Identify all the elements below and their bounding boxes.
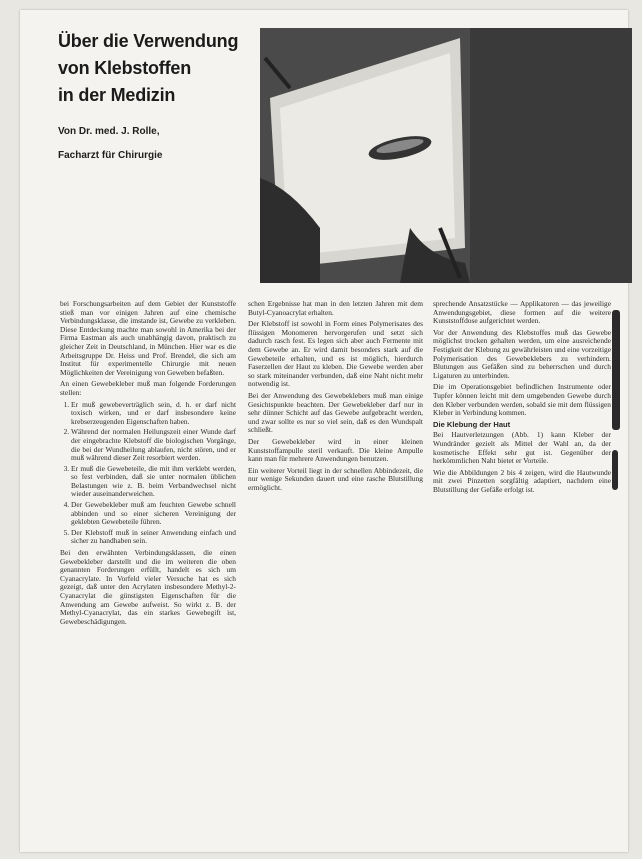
paragraph: Bei den erwähnten Verbindungsklassen, die einen Gewebekleber darstellt und die im weiteren die oben genannten Forderungen erfüllt, handelt es sich um Cyanacrylate. In Vorfeld vieler Versuche hat es sich gezeigt, daß unter den Acrylaten insbesondere Methyl-2-Cyanacrylat die günstigsten Eigenschaften für die Anwendung am Gewebe aufweist. So wirkt z. B. der Methyl-Cyanacrylat, das ein starkes Gewebegift ist, Gewebeschädigungen.	[60, 548, 236, 626]
text-column-1	[60, 300, 236, 629]
paragraph: Bei der Anwendung des Gewebeklebers muß man einige Gesichtspunkte beachten. Der Gewebekleber darf nur in sehr dünner Schicht auf das Gewebe aufgebracht werden, und zwar sollte es nur so viel sein, daß es den Wundspalt schließt.	[248, 390, 423, 435]
paragraph: Ein weiterer Vorteil liegt in der schnellen Abbindezeit, die nur wenige Sekunden dauert und eine rasche Blutstillung ermöglicht.	[248, 465, 423, 492]
author-name: Von Dr. med. J. Rolle,	[58, 126, 160, 137]
surgical-instrument-photo	[260, 28, 632, 283]
paragraph: An einen Gewebekleber muß man folgende Forderungen stellen:	[60, 379, 236, 397]
paragraph: Wie die Abbildungen 2 bis 4 zeigen, wird die Hautwunde mit zwei Pinzetten sorgfältig adaptiert, nachdem eine Blutstillung der Gefäße erfolgt ist.	[433, 467, 611, 494]
list-item: 2. Während der normalen Heilungszeit einer Wunde darf der eingebrachte Klebstoff die biologischen Vorgänge, die bei der Wundheilung ablaufen, nicht stören, und er muß während dieser Zeit resorbiert werden.	[71, 428, 236, 462]
paragraph: Vor der Anwendung des Klebstoffes muß das Gewebe möglichst trocken gehalten werden, um eine ausreichende Festigkeit der Klebung zu gewährleisten und eine vorzeitige Polymerisation des Gewebeklebers zu verhindern. Blutungen aus Gefäßen sind zu beherrschen und durch Ligaturen zu unterbinden.	[433, 327, 611, 380]
paragraph: bei Forschungsarbeiten auf dem Gebiet der Kunststoffe stieß man vor einigen Jahren auf eine chemische Verbindungsklasse, die imstande ist, Gewebe zu verkleben. Diese Entdeckung machte man sowohl in Amerika bei der Firma Eastman als auch unabhängig davon, praktisch zu gleicher Zeit in Deutschland, in München. Hier war es die Arbeitsgruppe Dr. Heiss und Prof. Brendel, die sich am Institut für experimentelle Chirurgie mit neuen Möglichkeiten der Vereinigung von Geweben befaßten.	[60, 299, 236, 377]
paragraph: sprechende Ansatzstücke — Applikatoren — das jeweilige Anwendungsgebiet, diese formen auf die weitere Kunststoffdose aufgerichtet werden.	[433, 299, 611, 326]
list-item: 5. Der Klebstoff muß in seiner Anwendung einfach und sicher zu handhaben sein.	[71, 529, 236, 546]
text-column-3	[433, 300, 611, 497]
binding-edge-shadow	[612, 310, 620, 430]
paragraph: Der Klebstoff ist sowohl in Form eines Polymerisates des flüssigen Monomeren hervorgerufen und setzt sich dadurch rasch fest. Es legen sich aber auch Fermente mit dem Gewebe an. Er wird damit besonders stark auf die Gewebeteile erhalten, und es ist möglich, hierdurch Faserzellen der Haut zu kleben. Die Gewebe werden aber so stark miteinander verbunden, daß eine Naht nicht mehr notwendig ist.	[248, 319, 423, 389]
section-subheading: Die Klebung der Haut	[433, 419, 511, 429]
article-title-line-2: von Klebstoffen	[58, 58, 192, 78]
list-item: 3. Er muß die Gewebeteile, die mit ihm verklebt werden, so fest verbinden, daß sie unter normalen üblichen Belastungen wie z. B. beim Verbandwechsel nicht wieder auseinanderweichen.	[71, 465, 236, 499]
author-role: Facharzt für Chirurgie	[58, 150, 163, 161]
paragraph: Bei Hautverletzungen (Abb. 1) kann Kleber der Wundränder gezielt als Mittel der Wahl an, da der kosmetische Effekt sehr gut ist. Gegenüber der herkömmlichen Naht bietet er Vorteile.	[433, 430, 611, 466]
article-header	[58, 28, 268, 163]
list-item: 1. Er muß gewebeverträglich sein, d. h. er darf nicht toxisch wirken, und er darf insbesondere keine krebserzeugenden Eigenschaften haben.	[71, 401, 236, 427]
requirements-list	[60, 401, 236, 547]
paragraph: schen Ergebnisse hat man in den letzten Jahren mit dem Butyl-Cyanoacrylat erhalten.	[248, 299, 423, 317]
binding-edge-shadow	[612, 450, 618, 490]
article-title-line-3: in der Medizin	[58, 85, 176, 105]
article-title-line-1: Über die Verwendung	[58, 31, 239, 51]
paragraph: Die im Operationsgebiet befindlichen Instrumente oder Tupfer können leicht mit dem umgebenden Gewebe durch den Kleber verbunden werden, sobald sie mit dem flüssigen Kleber in Verbindung kommen.	[433, 382, 611, 418]
magazine-page	[20, 10, 628, 852]
list-item: 4. Der Gewebekleber muß am feuchten Gewebe schnell abbinden und so einer sicheren Vereinigung der geklebten Gewebeteile führen.	[71, 501, 236, 527]
text-column-2	[248, 300, 423, 495]
photo-illustration	[260, 28, 470, 283]
paragraph: Der Gewebekleber wird in einer kleinen Kunststoffampulle steril verkauft. Die kleine Ampulle kann man für mehrere Anwendungen benutzen.	[248, 436, 423, 464]
